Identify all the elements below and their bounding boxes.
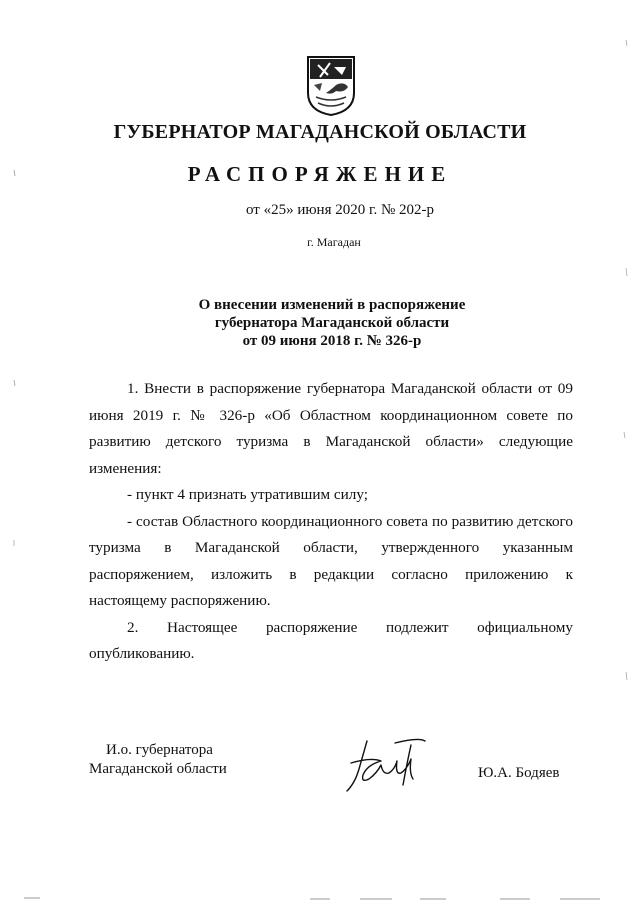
document-city: г. Магадан [307,235,361,249]
subject-line: от 09 июня 2018 г. № 326-р [242,333,422,349]
document-subject [0,296,640,350]
subject-line: О внесении изменений в распоряжение [198,297,466,313]
document-type: РАСПОРЯЖЕНИЕ [187,162,453,186]
signatory-name: Ю.А. Бодяев [478,765,560,781]
paragraph-subitem: - пункт 4 признать утратившим силу; [127,486,368,503]
handwritten-signature-icon [337,735,429,797]
signatory-position-line: И.о. губернатора [106,742,213,758]
paragraph-subitem: - состав Областного координационного совета по развитию детского туризма в Магаданской области, утвержденного указанным распоряжением, изложить в редакции согласно приложению к настоящему распоряжению. [89,512,573,609]
signatory-position [89,741,227,779]
magadan-coat-of-arms-icon [306,55,356,117]
subject-line: губернатора Магаданской области [214,315,450,331]
document-date-number: от «25» июня 2020 г. № 202-р [245,202,435,218]
document-body [89,376,573,668]
issuer-title: ГУБЕРНАТОР МАГАДАНСКОЙ ОБЛАСТИ [113,121,527,143]
signatory-position-line: Магаданской области [89,761,227,777]
paragraph-item-2: 2. Настоящее распоряжение подлежит официальному опубликованию. [89,618,573,662]
paragraph-item-1: 1. Внести в распоряжение губернатора Магаданской области от 09 июня 2019 г. № 326-р «Об Областном координационном совете по развитию детского туризма в Магаданской области» следующие изменения: [89,380,573,477]
